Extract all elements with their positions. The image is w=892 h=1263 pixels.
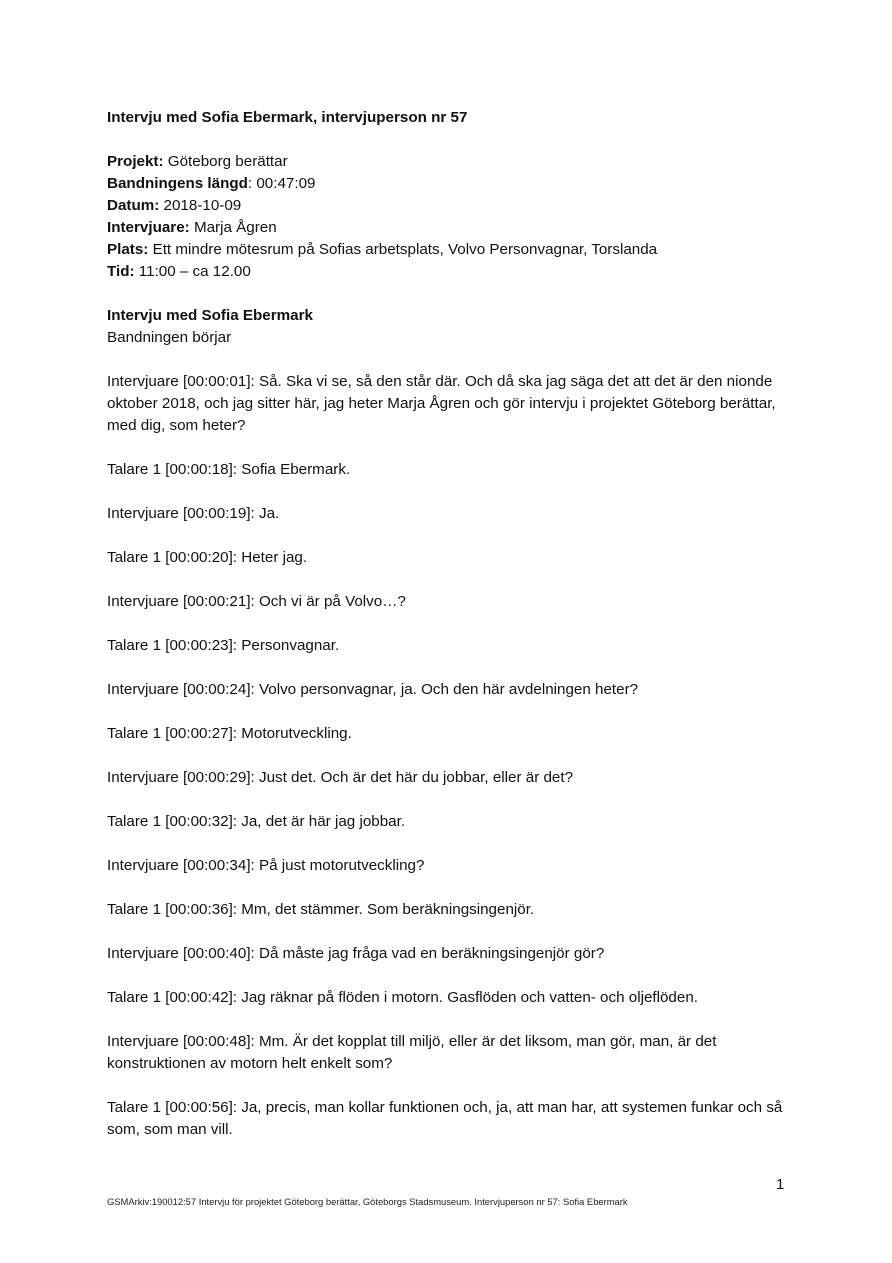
transcript-paragraph: Talare 1 [00:00:18]: Sofia Ebermark.	[107, 461, 351, 478]
metadata-block	[107, 151, 797, 283]
meta-value: : 00:47:09	[247, 175, 316, 192]
meta-label: Intervjuare:	[107, 219, 190, 236]
transcript-paragraph: Talare 1 [00:00:56]: Ja, precis, man kollar funktionen och, ja, att man har, att systemen funkar och så som, som man vill.	[107, 1099, 783, 1138]
meta-duration	[107, 173, 797, 195]
transcript-paragraph: Talare 1 [00:00:42]: Jag räknar på flöden i motorn. Gasflöden och vatten- och oljeflöden.	[107, 989, 698, 1006]
transcript-paragraph: Intervjuare [00:00:40]: Då måste jag fråga vad en beräkningsingenjör gör?	[107, 945, 605, 962]
page-footer: GSMArkiv:190012:57 Intervju för projektet Göteborg berättar, Göteborgs Stadsmuseum. Intervjuperson nr 57: Sofia Ebermark	[107, 1196, 628, 1207]
meta-date	[107, 195, 797, 217]
transcript-paragraph: Intervjuare [00:00:19]: Ja.	[107, 505, 280, 522]
page-number: 1	[776, 1176, 785, 1193]
meta-project	[107, 151, 797, 173]
section-subtitle: Bandningen börjar	[107, 329, 232, 346]
transcript-paragraph: Intervjuare [00:00:21]: Och vi är på Volvo…?	[107, 593, 406, 610]
meta-interviewer	[107, 217, 797, 239]
transcript-paragraph: Talare 1 [00:00:20]: Heter jag.	[107, 549, 308, 566]
meta-label: Datum:	[107, 197, 160, 214]
meta-place	[107, 239, 797, 261]
document-body	[107, 107, 797, 1163]
meta-value: 11:00 – ca 12.00	[134, 263, 251, 280]
meta-value: Marja Ågren	[189, 219, 277, 236]
transcript-paragraph: Intervjuare [00:00:01]: Så. Ska vi se, så den står där. Och då ska jag säga det att det är den nionde oktober 2018, och jag sitter här, jag heter Marja Ågren och gör intervju i projektet Göteborg berättar, med dig, som heter?	[107, 373, 776, 434]
transcript-paragraph: Intervjuare [00:00:29]: Just det. Och är det här du jobbar, eller är det?	[107, 769, 574, 786]
meta-label: Plats:	[107, 241, 149, 258]
transcript-paragraph: Intervjuare [00:00:34]: På just motorutveckling?	[107, 857, 425, 874]
transcript-paragraph: Talare 1 [00:00:36]: Mm, det stämmer. Som beräkningsingenjör.	[107, 901, 535, 918]
document-title: Intervju med Sofia Ebermark, intervjuperson nr 57	[107, 109, 468, 126]
meta-time	[107, 261, 797, 283]
meta-label: Projekt:	[107, 153, 164, 170]
meta-value: Ett mindre mötesrum på Sofias arbetsplats, Volvo Personvagnar, Torslanda	[148, 241, 658, 258]
meta-label: Bandningens längd	[107, 175, 248, 192]
section-title: Intervju med Sofia Ebermark	[107, 307, 313, 324]
transcript-paragraph: Talare 1 [00:00:32]: Ja, det är här jag jobbar.	[107, 813, 406, 830]
transcript-paragraph: Intervjuare [00:00:48]: Mm. Är det kopplat till miljö, eller är det liksom, man gör, man, är det konstruktionen av motorn helt enkelt som?	[107, 1033, 717, 1072]
transcript-paragraph: Talare 1 [00:00:27]: Motorutveckling.	[107, 725, 352, 742]
meta-label: Tid:	[107, 263, 135, 280]
meta-value: 2018-10-09	[159, 197, 242, 214]
transcript-paragraph: Intervjuare [00:00:24]: Volvo personvagnar, ja. Och den här avdelningen heter?	[107, 681, 639, 698]
meta-value: Göteborg berättar	[163, 153, 288, 170]
transcript-paragraph: Talare 1 [00:00:23]: Personvagnar.	[107, 637, 340, 654]
